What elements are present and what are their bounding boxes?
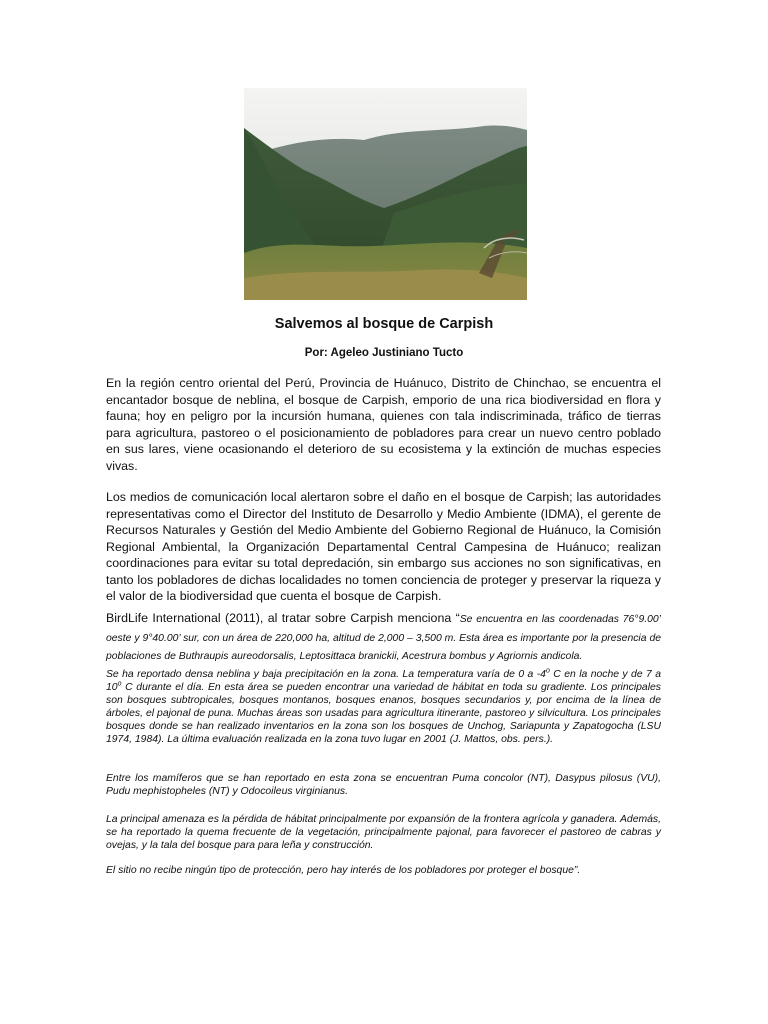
quote-intro-paragraph (106, 610, 661, 666)
forest-photo (244, 88, 527, 300)
quote-paragraph-threats: La principal amenaza es la pérdida de hábitat principalmente por expansión de la frontera agrícola y ganadera. Además, se ha reportado la quema frecuente de la vegetación, principalmente pajonal, para favorecer el pastoreo de cabras y ovejas, y la tala del bosque para para leña y construcción. (106, 814, 661, 851)
degree-mark: o (117, 680, 122, 688)
quote-lead-text: Se encuentra en las coordenadas 76°9.00’ oeste y 9°40.00’ sur, con un área de 220,000 ha, altitud de 2,000 – 3,500 m. Esta área es importante por la presencia de poblaciones de Buthraupis aureodorsalis, Leptosittaca branickii, Acestrura bombus y Agriornis andicola. (106, 614, 661, 662)
quote-intro-text: BirdLife International (2011), al tratar sobre Carpish menciona “ (106, 611, 460, 625)
body-paragraph-1: En la región centro oriental del Perú, Provincia de Huánuco, Distrito de Chinchao, se encuentra el encantador bosque de neblina, el bosque de Carpish, emporio de una rica biodiversidad en flora y fauna; hoy en peligro por la incursión humana, quienes con tala indiscriminada, tráfico de tierras para agricultura, pastoreo o el posicionamiento de pobladores para crear un nuevo centro poblado en sus lares, viene ocasionando el deterioro de su ecosistema y la extinción de muchas especies vivas. (106, 376, 661, 473)
quote-paragraph-protection: El sitio no recibe ningún tipo de protección, pero hay interés de los pobladores por proteger el bosque”. (106, 865, 581, 876)
article-title: Salvemos al bosque de Carpish (274, 316, 494, 332)
degree-mark: o (545, 667, 550, 675)
cloud-forest-landscape-image (244, 88, 527, 300)
quote-paragraph-mammals: Entre los mamíferos que se han reportado en esta zona se encuentran Puma concolor (NT), Dasypus pilosus (VU), Pudu mephistopheles (NT) y Odocoileus virginianus. (106, 773, 661, 797)
quote-climate-text-c: C durante el día. En esta área se pueden encontrar una variedad de hábitat en toda su gradiente. Los principales son bosques subtropicales, bosques montanos, bosques enanos, bosques secundarios y, por encima de la línea de árboles, el pajonal de puna. Muchas áreas son usadas para agricultura itinerante, pastoreo y silvicultura. Los principales bosques donde se han realizado inventarios en la zona son los bosques de Unchog, Sariapunta y Zapatogocha (LSU 1974, 1984). La última evaluación realizada en la zona tuvo lugar en 2001 (J. Mattos, obs. pers.). (106, 682, 661, 745)
author-byline: Por: Ageleo Justiniano Tucto (304, 347, 464, 359)
quote-climate-text-b: C en la noche y de 7 a 10 (106, 669, 661, 693)
quote-climate-text-a: Se ha reportado densa neblina y baja precipitación en la zona. La temperatura varía de 0 a -4 (106, 669, 546, 680)
quote-paragraph-climate (106, 668, 661, 746)
body-paragraph-2: Los medios de comunicación local alertaron sobre el daño en el bosque de Carpish; las autoridades representativas como el Director del Instituto de Desarrollo y Medio Ambiente (IDMA), el gerente de Recursos Naturales y Gestión del Medio Ambiente del Gobierno Regional de Huánuco, la Comisión Regional Ambiental, la Organización Departamental Central Campesina de Huánuco; realizan coordinaciones para evitar su total depredación, sin embargo sus acciones no son significativas, en tanto los pobladores de dichas localidades no tomen conciencia de proteger y preservar la riqueza y el valor de la biodiversidad que cuenta el bosque de Carpish. (106, 490, 661, 603)
